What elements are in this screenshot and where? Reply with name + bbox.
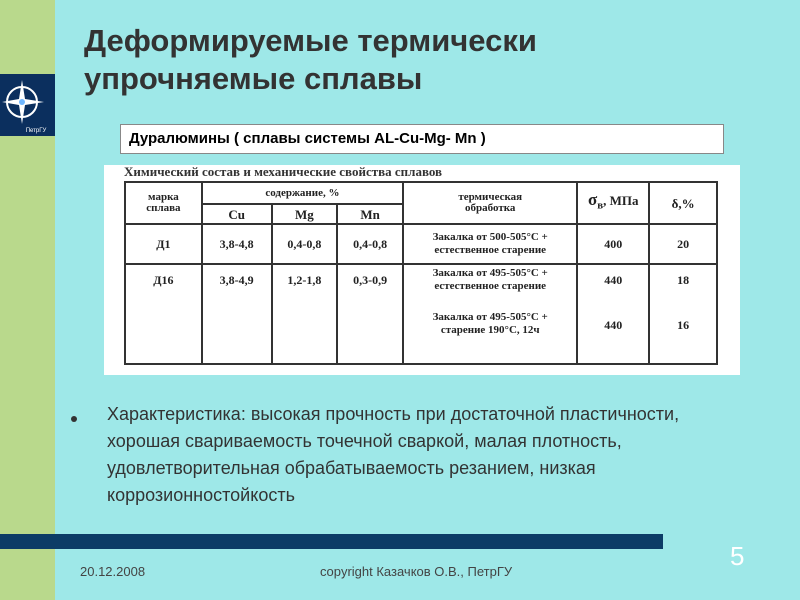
title-line-2: упрочняемые сплавы [84, 61, 423, 96]
strength-symbol: σ [588, 190, 598, 210]
footer-copyright: copyright Казачков О.В., ПетрГУ [320, 564, 513, 579]
header-grade [125, 182, 202, 224]
footer-bar [0, 534, 663, 549]
header-elongation: δ,% [649, 182, 717, 224]
svg-text:ПетрГУ: ПетрГУ [25, 128, 47, 134]
title-line-1: Деформируемые термически [84, 23, 537, 58]
grade-cell: Д1 [125, 224, 202, 264]
header-cu: Cu [202, 204, 272, 224]
university-logo [0, 74, 55, 136]
header-mn: Mn [337, 204, 403, 224]
treatment-cell [403, 264, 577, 364]
elongation-value: 16 [677, 318, 690, 332]
strength-subscript: в [597, 199, 604, 212]
strength-unit: , МПа [603, 193, 639, 209]
characteristics-text: Характеристика: высокая прочность при достаточной пластичности, хорошая свариваемость точечной сваркой, малая плотность, удовлетворительная обрабатываемость резанием, низкая коррозионностойкость [107, 404, 680, 505]
header-treatment-line-1: термическая [458, 191, 523, 203]
mg-cell: 1,2-1,8 [272, 264, 338, 364]
treatment-line-1: Закалка от 495-505°С + [432, 311, 548, 323]
footer-date: 20.12.2008 [80, 564, 146, 579]
mn-cell: 0,3-0,9 [337, 264, 403, 364]
strength-cell [577, 264, 649, 364]
header-grade-line-1: марка [148, 191, 179, 203]
strength-value: 440 [604, 273, 623, 287]
header-treatment [403, 182, 577, 224]
table-row [125, 224, 717, 264]
alloy-properties-table [124, 181, 718, 365]
elongation-cell [649, 264, 717, 364]
treatment-line-1: Закалка от 500-505°С + [432, 231, 548, 243]
header-treatment-line-2: обработка [465, 202, 516, 214]
treatment-cell [403, 224, 577, 264]
page-number: 5 [730, 541, 745, 571]
treatment-line-1: Закалка от 495-505°С + [432, 267, 548, 279]
cu-cell: 3,8-4,8 [202, 224, 272, 264]
treatment-line-2: старение 190°С, 12ч [440, 324, 540, 336]
strength-value: 440 [604, 318, 623, 332]
table-row [125, 264, 717, 364]
alloy-properties-table-image [104, 165, 740, 375]
header-grade-line-2: сплава [146, 202, 181, 214]
grade-cell: Д16 [125, 264, 202, 364]
header-content: содержание, % [202, 182, 403, 204]
table-caption: Химический состав и механические свойства сплавов [124, 164, 443, 179]
elongation-cell: 20 [649, 224, 717, 264]
slide-title [84, 22, 724, 98]
mg-cell: 0,4-0,8 [272, 224, 338, 264]
treatment-line-2: естественное старение [434, 244, 547, 256]
elongation-value: 18 [677, 273, 690, 287]
strength-cell: 400 [577, 224, 649, 264]
header-mg: Mg [272, 204, 338, 224]
mn-cell: 0,4-0,8 [337, 224, 403, 264]
treatment-line-2: естественное старение [434, 280, 547, 292]
cu-cell: 3,8-4,9 [202, 264, 272, 364]
bullet-dot [71, 416, 77, 422]
header-strength [577, 182, 649, 224]
subtitle-box: Дуралюмины ( сплавы системы AL-Cu-Mg- Mn ) [120, 124, 724, 154]
